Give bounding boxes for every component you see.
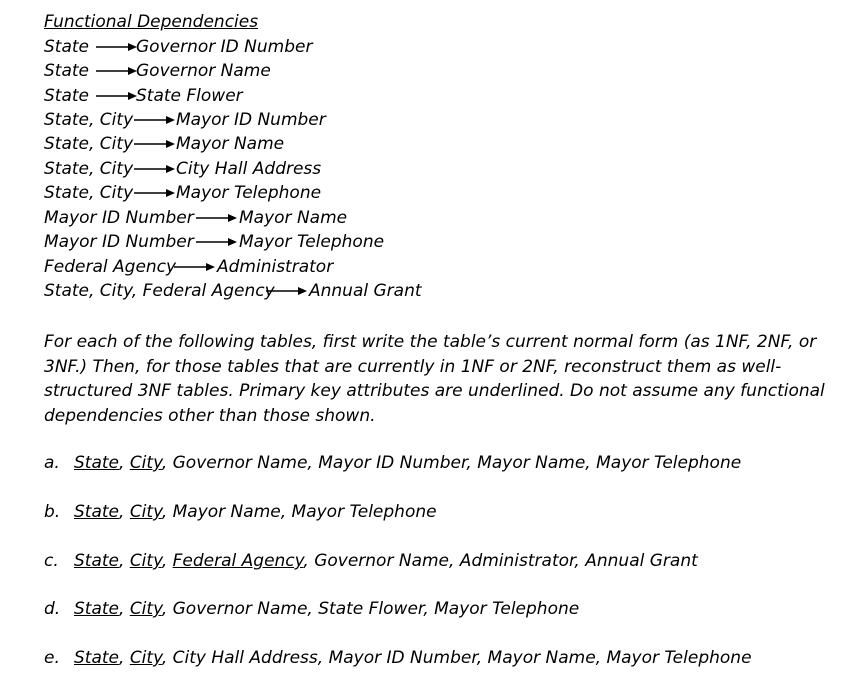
arrow-right-icon — [134, 114, 176, 126]
dependency-lhs: State, City — [44, 134, 134, 154]
primary-key-state: State — [74, 453, 119, 473]
dependency-lhs: State — [44, 37, 89, 57]
arrow-right-icon — [174, 261, 216, 273]
dependency-lhs: State, City — [44, 110, 134, 130]
instructions-line: For each of the following tables, first write the table’s current normal form (as 1NF, 2NF, or — [44, 332, 817, 352]
separator: , — [119, 599, 130, 619]
instructions-line: 3NF.) Then, for those tables that are currently in 1NF or 2NF, reconstruct them as well- — [44, 356, 782, 377]
instructions-line: structured 3NF tables. Primary key attributes are underlined. Do not assume any functional — [44, 381, 825, 401]
primary-key-state: State — [74, 551, 119, 571]
arrow-right-icon — [96, 90, 138, 102]
primary-key-city: City — [129, 648, 162, 668]
primary-key-city: City — [129, 599, 162, 619]
arrow-right-icon — [96, 41, 138, 53]
dependency-lhs: State, City — [44, 183, 134, 203]
item-marker: b. — [44, 502, 61, 522]
table-item-a — [44, 452, 741, 474]
dependency-rhs: Mayor Name — [239, 208, 348, 228]
table-attributes: , Governor Name, Mayor ID Number, Mayor Name, Mayor Telephone — [161, 453, 742, 473]
separator: , — [161, 551, 173, 571]
table-attributes: , City Hall Address, Mayor ID Number, Mayor Name, Mayor Telephone — [161, 648, 752, 668]
dependency-lhs: State — [44, 86, 89, 106]
primary-key-federal-agency: Federal Agency — [172, 551, 304, 571]
primary-key-city: City — [129, 453, 162, 473]
item-marker: a. — [44, 453, 60, 473]
separator: , — [119, 453, 130, 473]
table-item-b — [44, 501, 437, 523]
instructions-paragraph — [44, 330, 825, 428]
primary-key-state: State — [74, 502, 119, 522]
functional-dependencies-heading: Functional Dependencies — [44, 12, 259, 32]
arrow-right-icon — [196, 236, 238, 248]
dependency-rhs: Administrator — [217, 257, 334, 277]
arrow-right-icon — [96, 65, 138, 77]
arrow-right-icon — [134, 187, 176, 199]
dependency-lhs: State — [44, 61, 89, 81]
dependency-lhs: Mayor ID Number — [44, 208, 194, 228]
dependency-rhs: Mayor Name — [176, 134, 285, 154]
table-attributes: , Mayor Name, Mayor Telephone — [161, 502, 437, 522]
item-marker: d. — [44, 599, 61, 619]
instructions-line: dependencies other than those shown. — [44, 405, 376, 426]
dependency-rhs: Mayor Telephone — [239, 232, 385, 252]
primary-key-state: State — [74, 599, 119, 619]
primary-key-city: City — [129, 551, 162, 571]
dependency-rhs: Mayor Telephone — [176, 183, 322, 203]
dependency-lhs: State, City, Federal Agency — [44, 281, 275, 301]
primary-key-city: City — [129, 502, 162, 522]
dependency-lhs: Federal Agency — [44, 257, 177, 277]
arrow-right-icon — [196, 212, 238, 224]
dependency-rhs: Mayor ID Number — [176, 110, 326, 130]
separator: , — [119, 551, 130, 571]
dependency-rhs: City Hall Address — [176, 159, 322, 179]
item-marker: e. — [44, 648, 60, 668]
arrow-right-icon — [134, 138, 176, 150]
table-item-e — [44, 647, 752, 669]
table-attributes: , Governor Name, Administrator, Annual Grant — [303, 551, 698, 571]
dependency-rhs: Governor ID Number — [136, 37, 313, 57]
separator: , — [119, 502, 130, 522]
arrow-right-icon — [266, 285, 308, 297]
dependency-lhs: Mayor ID Number — [44, 232, 194, 252]
dependency-lhs: State, City — [44, 159, 134, 179]
item-marker: c. — [44, 551, 59, 571]
primary-key-state: State — [74, 648, 119, 668]
table-attributes: , Governor Name, State Flower, Mayor Telephone — [161, 599, 580, 619]
arrow-right-icon — [134, 163, 176, 175]
separator: , — [119, 648, 130, 668]
dependency-rhs: State Flower — [136, 86, 243, 106]
table-item-c — [44, 550, 698, 572]
dependency-rhs: Annual Grant — [309, 281, 422, 301]
table-item-d — [44, 598, 579, 620]
dependency-rhs: Governor Name — [136, 61, 271, 81]
